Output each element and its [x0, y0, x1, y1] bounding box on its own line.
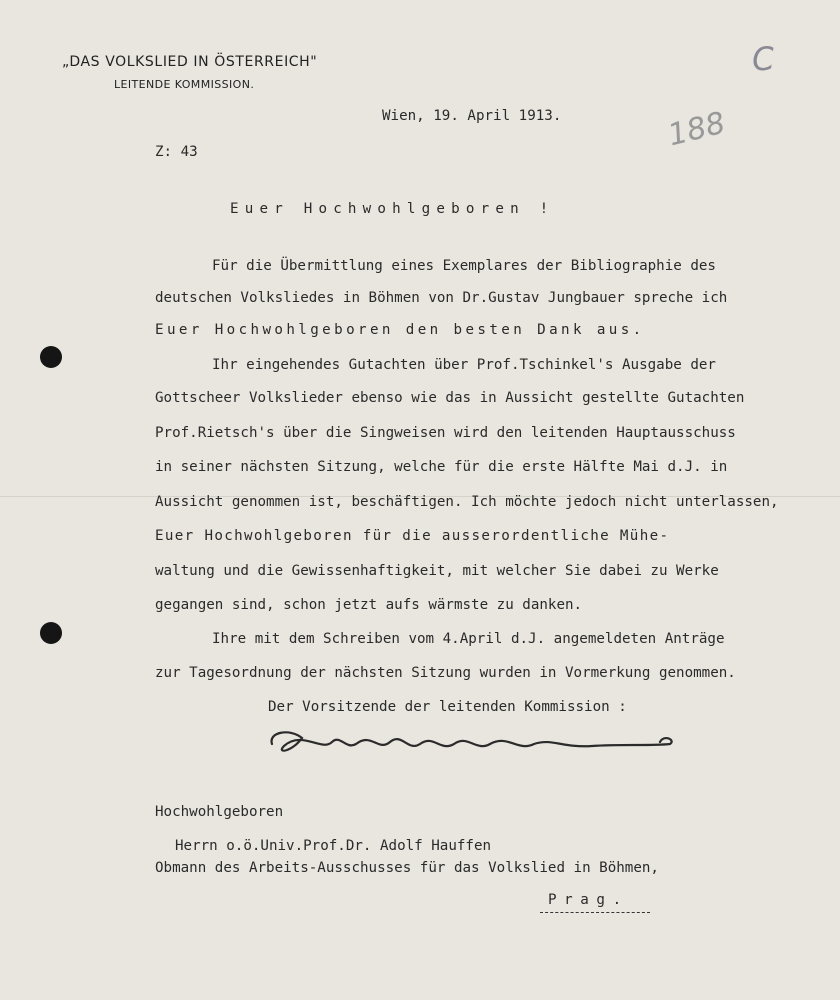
body-line-13: zur Tagesordnung der nächsten Sitzung wurden in Vormerkung genommen.: [155, 665, 736, 681]
body-line-2: deutschen Volksliedes in Böhmen von Dr.Gustav Jungbauer spreche ich: [155, 290, 728, 306]
recipient-title: Obmann des Arbeits-Ausschusses für das Volkslied in Böhmen,: [155, 860, 659, 876]
pencil-mark-c: C: [750, 39, 776, 79]
letterhead-title: „DAS VOLKSLIED IN ÖSTERREICH": [62, 54, 318, 70]
body-line-8: Aussicht genommen ist, beschäftigen. Ich möchte jedoch nicht unterlassen,: [155, 494, 779, 510]
body-line-6: Prof.Rietsch's über die Singweisen wird den leitenden Hauptausschuss: [155, 425, 736, 441]
body-line-11: gegangen sind, schon jetzt aufs wärmste zu danken.: [155, 597, 583, 613]
reference-number: Z: 43: [155, 144, 198, 160]
letterhead-subtitle: LEITENDE KOMMISSION.: [114, 78, 255, 91]
date-line: Wien, 19. April 1913.: [382, 108, 562, 124]
body-line-1: Für die Übermittlung eines Exemplares der Bibliographie des: [212, 258, 716, 274]
recipient-city: Prag.: [548, 892, 629, 908]
city-underline: [540, 912, 650, 913]
body-line-10: waltung und die Gewissenhaftigkeit, mit welcher Sie dabei zu Werke: [155, 563, 719, 579]
body-line-9: Euer Hochwohlgeboren für die ausserordentliche Mühe-: [155, 528, 670, 544]
salutation: Euer Hochwohlgeboren !: [230, 201, 555, 217]
body-line-4: Ihr eingehendes Gutachten über Prof.Tschinkel's Ausgabe der: [212, 357, 716, 373]
recipient-honorific: Hochwohlgeboren: [155, 804, 284, 820]
punch-hole-top: [40, 346, 62, 368]
body-line-7: in seiner nächsten Sitzung, welche für die erste Hälfte Mai d.J. in: [155, 459, 728, 475]
punch-hole-bottom: [40, 622, 62, 644]
body-line-5: Gottscheer Volkslieder ebenso wie das in Aussicht gestellte Gutachten: [155, 390, 745, 406]
handwritten-signature: [262, 722, 682, 762]
pencil-archive-number: 188: [664, 105, 729, 154]
closing-line: Der Vorsitzende der leitenden Kommission :: [268, 699, 627, 715]
body-line-3: Euer Hochwohlgeboren den besten Dank aus.: [155, 322, 645, 338]
recipient-name: Herrn o.ö.Univ.Prof.Dr. Adolf Hauffen: [175, 838, 492, 854]
body-line-12: Ihre mit dem Schreiben vom 4.April d.J. angemeldeten Anträge: [212, 631, 725, 647]
